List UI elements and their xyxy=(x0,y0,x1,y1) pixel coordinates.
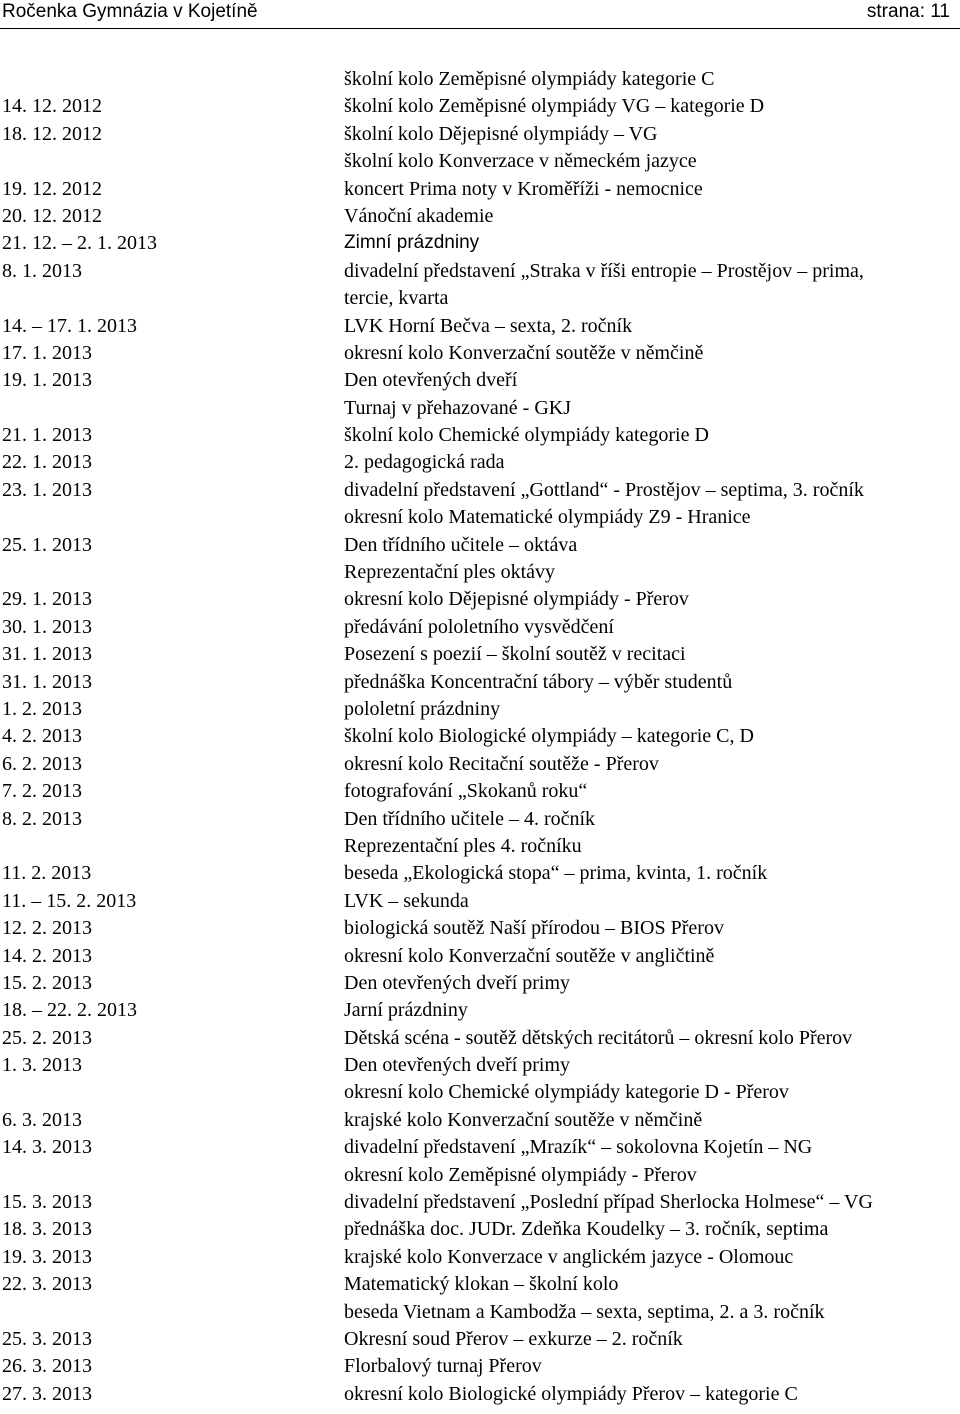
event-date: 21. 1. 2013 xyxy=(2,424,92,447)
list-item xyxy=(0,862,960,889)
event-date: 20. 12. 2012 xyxy=(2,204,102,227)
list-item xyxy=(0,616,960,643)
page-number: strana: 11 xyxy=(866,1,950,22)
event-description: Florbalový turnaj Přerov xyxy=(344,1355,542,1378)
event-description: Okresní soud Přerov – exkurze – 2. ročník xyxy=(344,1327,683,1350)
event-description: okresní kolo Zeměpisné olympiády - Přerov xyxy=(344,1163,697,1186)
event-date: 25. 3. 2013 xyxy=(2,1327,92,1350)
event-date: 17. 1. 2013 xyxy=(2,341,92,364)
event-date: 14. 3. 2013 xyxy=(2,1136,92,1159)
event-description: beseda Vietnam a Kambodža – sexta, septima, 2. a 3. ročník xyxy=(344,1300,825,1323)
list-item xyxy=(0,808,960,835)
event-description: pololetní prázdniny xyxy=(344,697,501,720)
event-date: 25. 2. 2013 xyxy=(2,1026,92,1049)
list-item xyxy=(0,945,960,972)
list-item xyxy=(0,287,960,314)
event-date: 14. 2. 2013 xyxy=(2,944,92,967)
list-item xyxy=(0,315,960,342)
event-description: Reprezentační ples oktávy xyxy=(344,561,556,584)
list-item xyxy=(0,1054,960,1081)
event-description: divadelní představení „Poslední případ Sherlocka Holmese“ – VG xyxy=(344,1191,873,1214)
event-date: 4. 2. 2013 xyxy=(2,725,82,748)
event-description: školní kolo Biologické olympiády – kategorie C, D xyxy=(344,725,754,748)
event-date: 23. 1. 2013 xyxy=(2,478,92,501)
list-item xyxy=(0,643,960,670)
list-item xyxy=(0,1246,960,1273)
event-date: 30. 1. 2013 xyxy=(2,615,92,638)
event-date: 8. 2. 2013 xyxy=(2,807,82,830)
event-date: 31. 1. 2013 xyxy=(2,670,92,693)
list-item xyxy=(0,1136,960,1163)
header-divider xyxy=(0,28,960,29)
event-description: koncert Prima noty v Kroměříži - nemocnice xyxy=(344,177,703,200)
event-date: 1. 2. 2013 xyxy=(2,697,82,720)
event-date: 8. 1. 2013 xyxy=(2,259,82,282)
event-date: 18. 12. 2012 xyxy=(2,122,102,145)
list-item xyxy=(0,95,960,122)
list-item xyxy=(0,753,960,780)
event-description: Turnaj v přehazované - GKJ xyxy=(344,396,571,419)
list-item xyxy=(0,917,960,944)
event-description: Dětská scéna - soutěž dětských recitátorů – okresní kolo Přerov xyxy=(344,1026,853,1049)
event-date: 6. 3. 2013 xyxy=(2,1108,82,1131)
event-date: 27. 3. 2013 xyxy=(2,1382,92,1405)
event-description: školní kolo Chemické olympiády kategorie D xyxy=(344,424,709,447)
event-description: školní kolo Zeměpisné olympiády VG – kategorie D xyxy=(344,95,765,118)
event-date: 15. 3. 2013 xyxy=(2,1191,92,1214)
event-description: divadelní představení „Gottland“ - Prostějov – septima, 3. ročník xyxy=(344,478,864,501)
list-item xyxy=(0,150,960,177)
event-date: 18. – 22. 2. 2013 xyxy=(2,999,137,1022)
event-description: Den otevřených dveří xyxy=(344,369,518,392)
event-date: 11. 2. 2013 xyxy=(2,862,92,885)
header-title: Ročenka Gymnázia v Kojetíně xyxy=(2,1,258,22)
event-date: 11. – 15. 2. 2013 xyxy=(2,889,137,912)
event-date: 19. 3. 2013 xyxy=(2,1245,92,1268)
list-item xyxy=(0,534,960,561)
list-item xyxy=(0,780,960,807)
list-item xyxy=(0,506,960,533)
list-item xyxy=(0,671,960,698)
event-description: Posezení s poezií – školní soutěž v recitaci xyxy=(344,643,686,666)
event-description: Reprezentační ples 4. ročníku xyxy=(344,834,582,857)
list-item xyxy=(0,342,960,369)
event-date: 31. 1. 2013 xyxy=(2,643,92,666)
list-item xyxy=(0,1301,960,1328)
event-date: 12. 2. 2013 xyxy=(2,917,92,940)
event-description: okresní kolo Matematické olympiády Z9 - Hranice xyxy=(344,506,751,529)
event-description: fotografování „Skokanů roku“ xyxy=(344,780,588,803)
event-date: 7. 2. 2013 xyxy=(2,780,82,803)
event-description: okresní kolo Recitační soutěže - Přerov xyxy=(344,752,659,775)
list-item xyxy=(0,1355,960,1382)
event-description: Zimní prázdniny xyxy=(344,232,480,254)
list-item xyxy=(0,68,960,95)
list-item xyxy=(0,1081,960,1108)
list-item xyxy=(0,561,960,588)
list-item xyxy=(0,479,960,506)
event-description: beseda „Ekologická stopa“ – prima, kvinta, 1. ročník xyxy=(344,862,768,885)
list-item xyxy=(0,725,960,752)
event-description: přednáška doc. JUDr. Zdeňka Koudelky – 3. ročník, septima xyxy=(344,1218,829,1241)
event-date: 19. 12. 2012 xyxy=(2,177,102,200)
list-item xyxy=(0,123,960,150)
event-date: 22. 1. 2013 xyxy=(2,451,92,474)
event-date: 14. 12. 2012 xyxy=(2,95,102,118)
list-item xyxy=(0,1027,960,1054)
event-date: 19. 1. 2013 xyxy=(2,369,92,392)
event-description: krajské kolo Konverzační soutěže v němčině xyxy=(344,1108,703,1131)
event-description: divadelní představení „Straka v říši entropie – Prostějov – prima, xyxy=(344,259,864,282)
list-item xyxy=(0,451,960,478)
event-date: 18. 3. 2013 xyxy=(2,1218,92,1241)
list-item xyxy=(0,835,960,862)
event-date: 22. 3. 2013 xyxy=(2,1273,92,1296)
list-item xyxy=(0,397,960,424)
event-description: školní kolo Dějepisné olympiády – VG xyxy=(344,122,658,145)
event-list xyxy=(0,68,960,1410)
list-item xyxy=(0,232,960,259)
event-description: školní kolo Zeměpisné olympiády kategorie C xyxy=(344,68,715,90)
list-item xyxy=(0,698,960,725)
event-date: 1. 3. 2013 xyxy=(2,1054,82,1077)
event-description: divadelní představení „Mrazík“ – sokolovna Kojetín – NG xyxy=(344,1136,813,1159)
list-item xyxy=(0,1383,960,1410)
list-item xyxy=(0,999,960,1026)
list-item xyxy=(0,1164,960,1191)
event-date: 6. 2. 2013 xyxy=(2,752,82,775)
event-description: předávání pololetního vysvědčení xyxy=(344,615,614,638)
event-description: okresní kolo Chemické olympiády kategorie D - Přerov xyxy=(344,1081,789,1104)
event-description: okresní kolo Dějepisné olympiády - Přerov xyxy=(344,588,689,611)
event-description: krajské kolo Konverzace v anglickém jazyce - Olomouc xyxy=(344,1245,794,1268)
list-item xyxy=(0,1109,960,1136)
event-description: přednáška Koncentrační tábory – výběr studentů xyxy=(344,670,733,693)
event-description: školní kolo Konverzace v německém jazyce xyxy=(344,150,697,173)
event-description: Jarní prázdniny xyxy=(344,999,468,1022)
list-item xyxy=(0,260,960,287)
list-item xyxy=(0,205,960,232)
event-description: Vánoční akademie xyxy=(344,204,494,227)
list-item xyxy=(0,1328,960,1355)
event-description: biologická soutěž Naší přírodou – BIOS Přerov xyxy=(344,917,724,940)
event-date: 25. 1. 2013 xyxy=(2,533,92,556)
list-item xyxy=(0,1218,960,1245)
event-description: Den otevřených dveří primy xyxy=(344,1054,571,1077)
event-description: Den třídního učitele – oktáva xyxy=(344,533,578,556)
event-description: tercie, kvarta xyxy=(344,287,449,310)
event-description: 2. pedagogická rada xyxy=(344,451,505,474)
list-item xyxy=(0,178,960,205)
list-item xyxy=(0,424,960,451)
list-item xyxy=(0,369,960,396)
event-date: 15. 2. 2013 xyxy=(2,971,92,994)
event-description: Den třídního učitele – 4. ročník xyxy=(344,807,596,830)
event-description: okresní kolo Konverzační soutěže v angličtině xyxy=(344,944,715,967)
event-date: 29. 1. 2013 xyxy=(2,588,92,611)
list-item xyxy=(0,1191,960,1218)
page-header xyxy=(0,0,960,26)
event-description: okresní kolo Konverzační soutěže v němčině xyxy=(344,341,704,364)
event-description: okresní kolo Biologické olympiády Přerov – kategorie C xyxy=(344,1382,798,1405)
event-description: LVK – sekunda xyxy=(344,889,469,912)
event-description: LVK Horní Bečva – sexta, 2. ročník xyxy=(344,314,633,337)
event-description: Den otevřených dveří primy xyxy=(344,971,571,994)
list-item xyxy=(0,890,960,917)
list-item xyxy=(0,1273,960,1300)
event-date: 26. 3. 2013 xyxy=(2,1355,92,1378)
event-date: 14. – 17. 1. 2013 xyxy=(2,314,137,337)
event-date: 21. 12. – 2. 1. 2013 xyxy=(2,232,157,255)
list-item xyxy=(0,588,960,615)
list-item xyxy=(0,972,960,999)
event-description: Matematický klokan – školní kolo xyxy=(344,1273,619,1296)
